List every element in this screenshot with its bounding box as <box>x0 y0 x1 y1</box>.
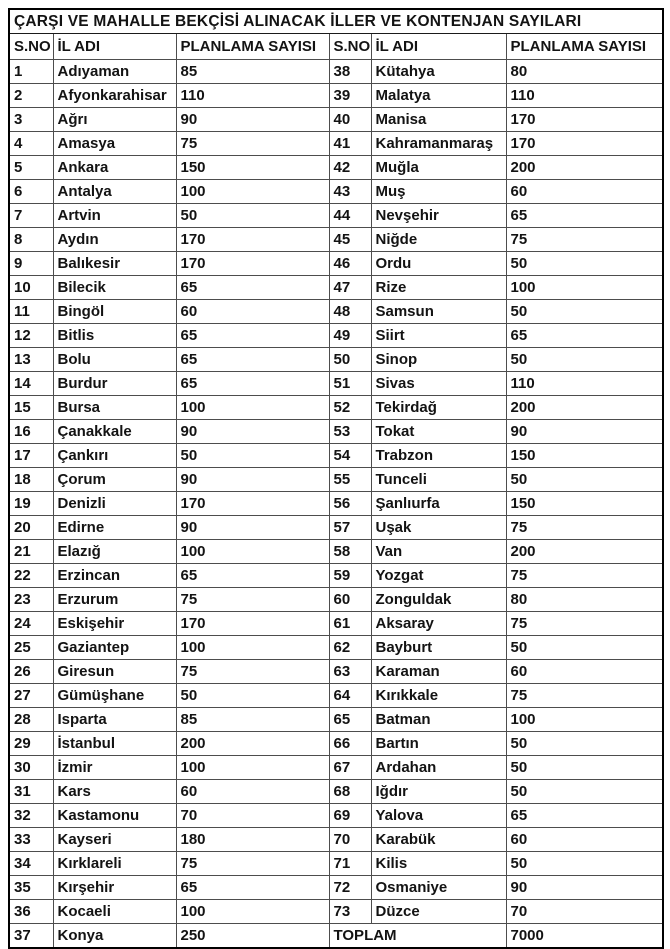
cell-sno: 12 <box>9 324 53 348</box>
cell-plan: 50 <box>176 204 329 228</box>
cell-plan: 80 <box>506 60 663 84</box>
cell-sno: 38 <box>329 60 371 84</box>
cell-sno: 69 <box>329 804 371 828</box>
table-row <box>9 516 663 540</box>
cell-sno: 35 <box>9 876 53 900</box>
header-sno-left: S.NO <box>9 34 53 60</box>
cell-plan: 75 <box>506 684 663 708</box>
cell-plan: 85 <box>176 60 329 84</box>
cell-sno: 10 <box>9 276 53 300</box>
cell-il: Malatya <box>371 84 506 108</box>
cell-plan: 50 <box>506 636 663 660</box>
cell-plan: 50 <box>506 732 663 756</box>
table-row <box>9 612 663 636</box>
cell-plan: 90 <box>176 516 329 540</box>
cell-plan: 65 <box>506 804 663 828</box>
cell-il: Giresun <box>53 660 176 684</box>
cell-il: Çorum <box>53 468 176 492</box>
cell-sno: 27 <box>9 684 53 708</box>
cell-sno: 57 <box>329 516 371 540</box>
cell-sno: 2 <box>9 84 53 108</box>
cell-sno: 40 <box>329 108 371 132</box>
header-il-right: İL ADI <box>371 34 506 60</box>
cell-il: Eskişehir <box>53 612 176 636</box>
cell-plan: 75 <box>506 516 663 540</box>
cell-plan: 100 <box>176 636 329 660</box>
cell-il: Manisa <box>371 108 506 132</box>
cell-il: Uşak <box>371 516 506 540</box>
cell-il: Karabük <box>371 828 506 852</box>
cell-sno: 29 <box>9 732 53 756</box>
table-row <box>9 852 663 876</box>
cell-plan: 110 <box>176 84 329 108</box>
cell-plan: 75 <box>176 132 329 156</box>
cell-sno: 1 <box>9 60 53 84</box>
cell-il: Şanlıurfa <box>371 492 506 516</box>
cell-sno: 5 <box>9 156 53 180</box>
cell-sno: 55 <box>329 468 371 492</box>
cell-sno: 62 <box>329 636 371 660</box>
cell-il: Antalya <box>53 180 176 204</box>
cell-il: Kastamonu <box>53 804 176 828</box>
table-row <box>9 372 663 396</box>
cell-sno: 59 <box>329 564 371 588</box>
cell-sno: 61 <box>329 612 371 636</box>
cell-il: Kırşehir <box>53 876 176 900</box>
table-body <box>9 60 663 949</box>
table-row <box>9 324 663 348</box>
cell-sno: 3 <box>9 108 53 132</box>
cell-sno: 70 <box>329 828 371 852</box>
cell-plan: 70 <box>506 900 663 924</box>
cell-sno: 71 <box>329 852 371 876</box>
cell-sno: 73 <box>329 900 371 924</box>
table-row <box>9 492 663 516</box>
cell-sno: 16 <box>9 420 53 444</box>
cell-il: Batman <box>371 708 506 732</box>
cell-plan: 60 <box>506 660 663 684</box>
cell-plan: 75 <box>506 564 663 588</box>
cell-sno: 14 <box>9 372 53 396</box>
cell-sno: 34 <box>9 852 53 876</box>
cell-il: Van <box>371 540 506 564</box>
table-row <box>9 780 663 804</box>
cell-il: Yozgat <box>371 564 506 588</box>
cell-il: Çankırı <box>53 444 176 468</box>
cell-plan: 50 <box>506 348 663 372</box>
cell-sno: 28 <box>9 708 53 732</box>
cell-plan: 60 <box>176 780 329 804</box>
cell-sno: 42 <box>329 156 371 180</box>
table-title-row <box>9 9 663 34</box>
cell-sno: 31 <box>9 780 53 804</box>
cell-sno: 21 <box>9 540 53 564</box>
cell-il: Amasya <box>53 132 176 156</box>
cell-plan: 100 <box>176 180 329 204</box>
table-row <box>9 468 663 492</box>
table-row <box>9 876 663 900</box>
cell-plan: 170 <box>176 228 329 252</box>
cell-il: Burdur <box>53 372 176 396</box>
cell-il: Samsun <box>371 300 506 324</box>
cell-il: Aydın <box>53 228 176 252</box>
cell-sno: 50 <box>329 348 371 372</box>
header-plan-right: PLANLAMA SAYISI <box>506 34 663 60</box>
cell-plan: 50 <box>506 756 663 780</box>
table-row <box>9 276 663 300</box>
cell-sno: 66 <box>329 732 371 756</box>
table-row <box>9 348 663 372</box>
cell-il: Siirt <box>371 324 506 348</box>
table-row <box>9 108 663 132</box>
cell-il: Kocaeli <box>53 900 176 924</box>
cell-plan: 90 <box>506 876 663 900</box>
cell-plan: 170 <box>176 492 329 516</box>
cell-il: Denizli <box>53 492 176 516</box>
table-title: ÇARŞI VE MAHALLE BEKÇİSİ ALINACAK İLLER VE KONTENJAN SAYILARI <box>9 9 663 34</box>
cell-sno: 15 <box>9 396 53 420</box>
cell-sno: 22 <box>9 564 53 588</box>
cell-il: Sivas <box>371 372 506 396</box>
cell-sno: 19 <box>9 492 53 516</box>
cell-il: Adıyaman <box>53 60 176 84</box>
cell-il: Muş <box>371 180 506 204</box>
cell-plan: 90 <box>176 108 329 132</box>
table-row <box>9 420 663 444</box>
cell-il: Karaman <box>371 660 506 684</box>
cell-sno: 60 <box>329 588 371 612</box>
table-row <box>9 732 663 756</box>
table-row <box>9 900 663 924</box>
table-row <box>9 204 663 228</box>
cell-sno: 64 <box>329 684 371 708</box>
table-row <box>9 708 663 732</box>
table-row <box>9 60 663 84</box>
total-label: TOPLAM <box>329 924 506 949</box>
table-row <box>9 588 663 612</box>
header-sno-right: S.NO <box>329 34 371 60</box>
table-row <box>9 84 663 108</box>
cell-il: Çanakkale <box>53 420 176 444</box>
cell-sno: 65 <box>329 708 371 732</box>
cell-plan: 90 <box>506 420 663 444</box>
cell-sno: 26 <box>9 660 53 684</box>
cell-plan: 100 <box>176 900 329 924</box>
cell-plan: 50 <box>506 852 663 876</box>
cell-sno: 4 <box>9 132 53 156</box>
cell-sno: 46 <box>329 252 371 276</box>
cell-sno: 37 <box>9 924 53 949</box>
table-row <box>9 564 663 588</box>
cell-plan: 60 <box>506 180 663 204</box>
cell-sno: 36 <box>9 900 53 924</box>
cell-il: Isparta <box>53 708 176 732</box>
cell-il: Bolu <box>53 348 176 372</box>
cell-sno: 68 <box>329 780 371 804</box>
cell-il: Iğdır <box>371 780 506 804</box>
cell-sno: 44 <box>329 204 371 228</box>
cell-il: Aksaray <box>371 612 506 636</box>
cell-il: Kayseri <box>53 828 176 852</box>
cell-plan: 75 <box>176 588 329 612</box>
table-row <box>9 444 663 468</box>
cell-il: Bursa <box>53 396 176 420</box>
cell-il: Erzincan <box>53 564 176 588</box>
cell-il: Tokat <box>371 420 506 444</box>
table-row <box>9 156 663 180</box>
cell-plan: 65 <box>176 876 329 900</box>
cell-plan: 90 <box>176 468 329 492</box>
cell-plan: 200 <box>506 396 663 420</box>
cell-il: Kırklareli <box>53 852 176 876</box>
cell-plan: 100 <box>506 708 663 732</box>
cell-sno: 17 <box>9 444 53 468</box>
cell-plan: 100 <box>506 276 663 300</box>
table-row <box>9 636 663 660</box>
cell-plan: 60 <box>176 300 329 324</box>
cell-plan: 100 <box>176 540 329 564</box>
cell-il: Bingöl <box>53 300 176 324</box>
table-row <box>9 924 663 949</box>
cell-il: Gaziantep <box>53 636 176 660</box>
cell-plan: 90 <box>176 420 329 444</box>
cell-plan: 170 <box>176 612 329 636</box>
cell-plan: 75 <box>176 660 329 684</box>
cell-plan: 70 <box>176 804 329 828</box>
cell-sno: 53 <box>329 420 371 444</box>
cell-il: Balıkesir <box>53 252 176 276</box>
cell-sno: 6 <box>9 180 53 204</box>
cell-sno: 48 <box>329 300 371 324</box>
cell-il: Ardahan <box>371 756 506 780</box>
cell-il: Sinop <box>371 348 506 372</box>
cell-plan: 75 <box>506 228 663 252</box>
cell-plan: 180 <box>176 828 329 852</box>
cell-plan: 100 <box>176 756 329 780</box>
table-row <box>9 252 663 276</box>
cell-plan: 65 <box>176 372 329 396</box>
cell-plan: 85 <box>176 708 329 732</box>
cell-sno: 7 <box>9 204 53 228</box>
cell-plan: 150 <box>176 156 329 180</box>
cell-sno: 39 <box>329 84 371 108</box>
table-row <box>9 180 663 204</box>
cell-sno: 23 <box>9 588 53 612</box>
cell-plan: 65 <box>506 204 663 228</box>
cell-il: Artvin <box>53 204 176 228</box>
cell-il: İstanbul <box>53 732 176 756</box>
cell-il: Kütahya <box>371 60 506 84</box>
cell-il: Tekirdağ <box>371 396 506 420</box>
cell-plan: 110 <box>506 372 663 396</box>
cell-il: Muğla <box>371 156 506 180</box>
total-value: 7000 <box>506 924 663 949</box>
cell-il: Bartın <box>371 732 506 756</box>
table-row <box>9 132 663 156</box>
cell-sno: 9 <box>9 252 53 276</box>
table-row <box>9 804 663 828</box>
cell-il: Kars <box>53 780 176 804</box>
cell-sno: 11 <box>9 300 53 324</box>
table-row <box>9 540 663 564</box>
table-row <box>9 756 663 780</box>
cell-il: Kırıkkale <box>371 684 506 708</box>
table-row <box>9 300 663 324</box>
cell-sno: 63 <box>329 660 371 684</box>
cell-plan: 50 <box>506 252 663 276</box>
cell-il: Yalova <box>371 804 506 828</box>
cell-plan: 250 <box>176 924 329 949</box>
cell-plan: 200 <box>506 156 663 180</box>
cell-sno: 18 <box>9 468 53 492</box>
cell-sno: 8 <box>9 228 53 252</box>
cell-plan: 100 <box>176 396 329 420</box>
cell-il: Bilecik <box>53 276 176 300</box>
cell-plan: 75 <box>506 612 663 636</box>
table-row <box>9 396 663 420</box>
cell-plan: 150 <box>506 444 663 468</box>
cell-sno: 33 <box>9 828 53 852</box>
cell-plan: 170 <box>176 252 329 276</box>
cell-plan: 50 <box>176 444 329 468</box>
cell-plan: 50 <box>176 684 329 708</box>
cell-plan: 65 <box>176 348 329 372</box>
cell-plan: 65 <box>506 324 663 348</box>
cell-sno: 54 <box>329 444 371 468</box>
cell-il: Afyonkarahisar <box>53 84 176 108</box>
cell-sno: 56 <box>329 492 371 516</box>
cell-il: Kilis <box>371 852 506 876</box>
cell-il: Gümüşhane <box>53 684 176 708</box>
cell-sno: 30 <box>9 756 53 780</box>
cell-plan: 50 <box>506 468 663 492</box>
cell-sno: 43 <box>329 180 371 204</box>
cell-sno: 47 <box>329 276 371 300</box>
cell-il: Osmaniye <box>371 876 506 900</box>
cell-sno: 67 <box>329 756 371 780</box>
cell-il: Nevşehir <box>371 204 506 228</box>
cell-il: Tunceli <box>371 468 506 492</box>
cell-plan: 200 <box>176 732 329 756</box>
cell-il: Elazığ <box>53 540 176 564</box>
cell-il: Niğde <box>371 228 506 252</box>
header-plan-left: PLANLAMA SAYISI <box>176 34 329 60</box>
cell-il: Trabzon <box>371 444 506 468</box>
cell-il: Bayburt <box>371 636 506 660</box>
cell-sno: 25 <box>9 636 53 660</box>
cell-il: İzmir <box>53 756 176 780</box>
cell-sno: 20 <box>9 516 53 540</box>
cell-sno: 49 <box>329 324 371 348</box>
cell-il: Ağrı <box>53 108 176 132</box>
table-row <box>9 684 663 708</box>
cell-plan: 65 <box>176 276 329 300</box>
cell-il: Zonguldak <box>371 588 506 612</box>
cell-plan: 200 <box>506 540 663 564</box>
cell-il: Düzce <box>371 900 506 924</box>
cell-il: Erzurum <box>53 588 176 612</box>
cell-plan: 170 <box>506 132 663 156</box>
cell-plan: 170 <box>506 108 663 132</box>
cell-plan: 75 <box>176 852 329 876</box>
cell-plan: 110 <box>506 84 663 108</box>
cell-il: Kahramanmaraş <box>371 132 506 156</box>
cell-il: Konya <box>53 924 176 949</box>
cell-plan: 150 <box>506 492 663 516</box>
cell-plan: 50 <box>506 780 663 804</box>
cell-plan: 50 <box>506 300 663 324</box>
cell-sno: 13 <box>9 348 53 372</box>
cell-plan: 60 <box>506 828 663 852</box>
cell-sno: 72 <box>329 876 371 900</box>
cell-plan: 65 <box>176 564 329 588</box>
cell-il: Bitlis <box>53 324 176 348</box>
cell-il: Rize <box>371 276 506 300</box>
cell-sno: 32 <box>9 804 53 828</box>
cell-sno: 24 <box>9 612 53 636</box>
table-row <box>9 828 663 852</box>
table-row <box>9 660 663 684</box>
province-quota-table <box>8 8 664 949</box>
cell-sno: 51 <box>329 372 371 396</box>
cell-plan: 65 <box>176 324 329 348</box>
cell-plan: 80 <box>506 588 663 612</box>
cell-sno: 41 <box>329 132 371 156</box>
cell-sno: 52 <box>329 396 371 420</box>
cell-sno: 45 <box>329 228 371 252</box>
cell-il: Ankara <box>53 156 176 180</box>
table-row <box>9 228 663 252</box>
table-header-row <box>9 34 663 60</box>
cell-sno: 58 <box>329 540 371 564</box>
header-il-left: İL ADI <box>53 34 176 60</box>
cell-il: Ordu <box>371 252 506 276</box>
cell-il: Edirne <box>53 516 176 540</box>
